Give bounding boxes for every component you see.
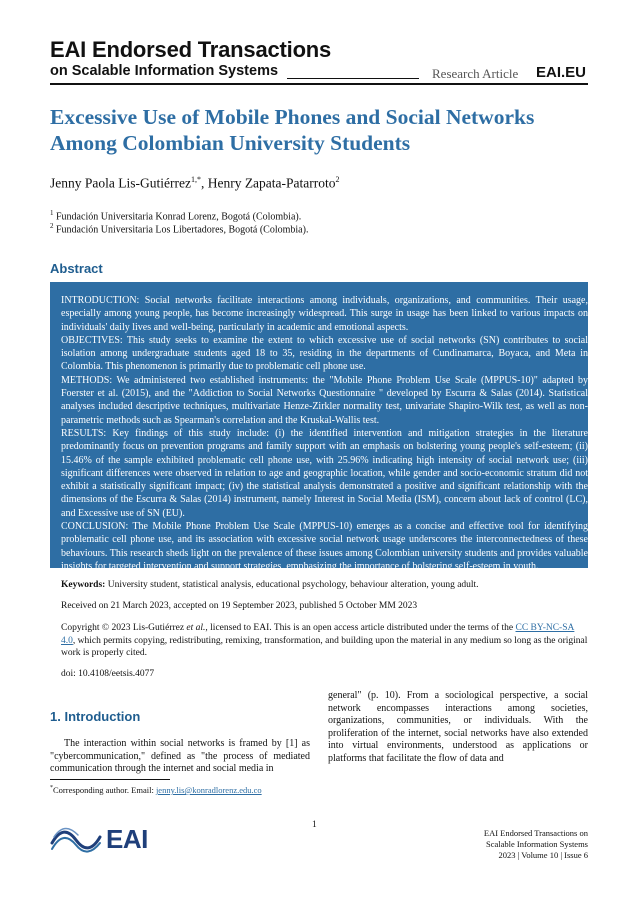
journal-subtitle: on Scalable Information Systems: [50, 63, 279, 79]
copyright-text: , which permits copying, redistributing, remixing, transformation, and building upon the material in any medium so long as the original work is properly cited.: [61, 635, 588, 658]
page-number: 1: [312, 820, 317, 830]
abstract-results: RESULTS: Key findings of this study include: (i) the identified intervention and mitigation strategies in the literature predominantly focus on prevention programs and family support with an emphasis on bolstering young people's self-esteem; (ii) 15.46% of the sample exhibited problematic cell phone use, with 25.96% indicating high intensity of social network use; (iii) significant differences were observed in relation to age and geographic location, while gender and socio-economic stratum did not exhibit a statistically significant impact; (iv) the statistical analysis demonstrated a positive and significant relationship with the dimensions of the Escurra & Salas (2014) instrument, namely Interest in Social Media (ISM), concern about lack of control (LC), and Excessive use of SN (EU).: [61, 427, 588, 519]
keywords-text: University student, statistical analysis, educational psychology, behaviour alteration, young adult.: [105, 580, 479, 590]
author-affiliation-mark: 2: [335, 175, 340, 184]
logo-text: EAI: [106, 824, 148, 854]
footnote: [50, 785, 262, 795]
footer-journal-info: [420, 828, 588, 861]
author-email-link[interactable]: jenny.lis@konradlorenz.edu.co: [155, 785, 262, 795]
copyright-text: Copyright © 2023 Lis-Gutiérrez: [61, 623, 187, 633]
author-list: [50, 175, 340, 192]
article-title: Excessive Use of Mobile Phones and Social Networks Among Colombian University Students: [50, 105, 535, 155]
received-dates: Received on 21 March 2023, accepted on 19 September 2023, published 5 October MM 2023: [61, 601, 418, 611]
affiliation: [50, 209, 301, 222]
affiliation-number: 2: [50, 222, 54, 230]
eai-wave-icon: [50, 825, 102, 855]
footer-line: EAI Endorsed Transactions on: [483, 828, 588, 838]
section-heading-introduction: 1. Introduction: [50, 709, 141, 724]
body-text-right-column: general" (p. 10). From a sociological perspective, a social network encompasses interactions among societies, organizations, communities, or individuals. With the proliferation of the internet, social networks have also extended into virtual environments, understood as applications or platforms that facilitate the flow of data and: [328, 690, 588, 764]
license-link[interactable]: CC BY-NC-SA 4.0: [61, 623, 575, 646]
doi: doi: 10.4108/eetsis.4077: [61, 669, 155, 679]
eai-logo: [50, 824, 148, 855]
author-name: Henry Zapata-Patarroto: [207, 175, 336, 191]
header-divider: [50, 83, 588, 85]
footer-line: 2023 | Volume 10 | Issue 6: [498, 850, 588, 860]
footnote-divider: [50, 779, 170, 780]
keywords: [61, 579, 588, 592]
abstract-conclusion: CONCLUSION: The Mobile Phone Problem Use Scale (MPPUS-10) emerges as a concise and effective tool for identifying problematic cell phone use, and its association with excessive social network usage underscores the interconnectedness of these behaviours. This research sheds light on the prevalence of these issues among Colombian university students and provides valuable insights for targeted intervention and support strategies, emphasizing the importance of bolstering self-esteem in youth.: [61, 521, 588, 572]
author-separator: ,: [200, 175, 208, 191]
copyright-etal: et al.: [186, 623, 206, 633]
copyright-text: , licensed to EAI. This is an open access article distributed under the terms of the: [205, 623, 516, 633]
brand-label: EAI.EU: [536, 64, 587, 81]
abstract-objectives: OBJECTIVES: This study seeks to examine the extent to which excessive use of social networks (SN) contributes to social isolation among undergraduate students aged 18 to 35, residing in the departments of Cundinamarca, Boyaca, and Meta in Colombia. This phenomenon is primarily due to problematic cell phone use.: [61, 334, 588, 373]
affiliation-text: Fundación Universitaria Konrad Lorenz, Bogotá (Colombia).: [53, 211, 302, 223]
footnote-text: Corresponding author. Email:: [53, 785, 156, 795]
abstract-text: [61, 294, 588, 573]
journal-title: EAI Endorsed Transactions: [50, 37, 332, 62]
footnote-mark: *: [50, 785, 53, 792]
affiliation-number: 1: [50, 209, 54, 217]
article-type-label: Research Article: [432, 66, 519, 81]
abstract-methods: METHODS: We administered two established instruments: the "Mobile Phone Problem Use Scale (MPPUS-10)" adapted by Foerster et al. (2015), and the "Addiction to Social Networks Questionnaire " developed by Escurra & Salas (2014). Statistical analyses included descriptive techniques, multivariate Henze-Zirkler normality test, univariate Shapiro-Wilk test, as well as non-parametric methods such as Spearman's correlation and the Kruskal-Wallis test.: [61, 374, 588, 426]
author-name: Jenny Paola Lis-Gutiérrez: [50, 175, 191, 191]
affiliation-text: Fundación Universitaria Los Libertadores, Bogotá (Colombia).: [53, 224, 309, 236]
keywords-label: Keywords:: [61, 580, 106, 590]
abstract-heading: Abstract: [50, 261, 103, 276]
copyright-notice: [61, 622, 588, 660]
body-text-left-column: The interaction within social networks is framed by [1] as "cybercommunication," defined as "the process of mediated communication through the internet and social media in: [50, 738, 310, 775]
affiliation: [50, 222, 308, 235]
footer-line: Scalable Information Systems: [486, 839, 588, 849]
abstract-introduction: INTRODUCTION: Social networks facilitate interactions among individuals, organizations, and communities. Their usage, especially among young people, has become increasingly widespread. This surge in usage has been linked to various impacts on individuals' daily lives and well-being, particularly in academic and emotional aspects.: [61, 295, 588, 333]
author-affiliation-mark: 1,*: [190, 175, 201, 184]
subtitle-underline: [287, 78, 419, 79]
